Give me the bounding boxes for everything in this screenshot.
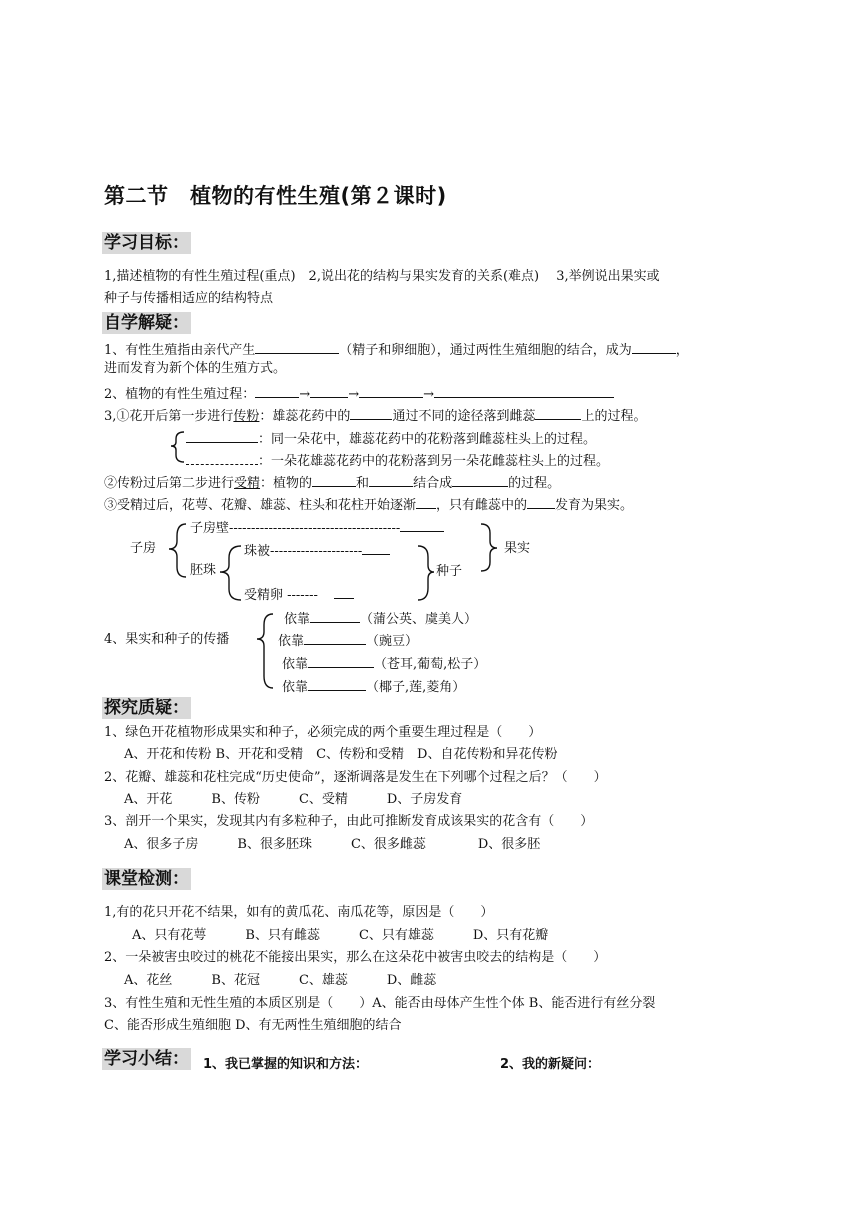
section-heading-explore: 探究质疑： [104, 698, 189, 718]
check-q3: 3、有性生殖和无性生殖的本质区别是（ ）A、能否由母体产生性个体 B、能否进行有丝分裂 [104, 996, 656, 1011]
brace-seed-right [418, 546, 434, 600]
brace-ovule [220, 546, 241, 600]
text: 依靠 [278, 634, 305, 649]
summary-item-1: 1、我已掌握的知识和方法： [203, 1057, 369, 1072]
section-heading-check: 课堂检测： [104, 869, 189, 889]
text: 依靠 [282, 657, 309, 672]
brace-pollination [171, 432, 184, 462]
explore-q1-options: A、开花和传粉 B、开花和受精 C、传粉和受精 D、自花传粉和异花传粉 [124, 747, 558, 762]
text: 3,①花开后第一步进行 [104, 409, 234, 424]
text: （椰子,莲,菱角） [366, 680, 466, 695]
text: ：雄蕊花药中的 [259, 409, 351, 424]
text: 珠被--------------------- [244, 544, 363, 559]
label-zifang: 子房 [130, 541, 157, 556]
text: ：同一朵花中，雄蕊花药中的花粉落到雌蕊柱头上的过程。 [258, 432, 597, 447]
underlined-term: 受精 [234, 476, 261, 491]
self-q1-line-2: 进而发育为新个体的生殖方式。 [104, 361, 287, 376]
label-dispersal: 4、果实和种子的传播 [104, 632, 230, 647]
check-q2-options: A、花丝 B、花冠 C、雄蕊 D、雌蕊 [124, 973, 437, 988]
text: 结合成 [413, 476, 453, 491]
goals-line-1: 1,描述植物的有性生殖过程(重点) 2,说出花的结构与果实发育的关系(难点) 3,举例说出果实或 [104, 269, 660, 284]
text: 受精卵 ------- [244, 588, 318, 603]
text: （蒲公英、虞美人） [360, 612, 478, 627]
explore-q3: 3、剖开一个果实，发现其内有多粒种子，由此可推断发育成该果实的花含有（ ） [104, 814, 594, 829]
summary-item-2: 2、我的新疑问： [500, 1057, 601, 1072]
text: ③受精过后，花萼、花瓣、雄蕊、柱头和花柱开始逐渐 [104, 498, 417, 513]
text: 依靠 [284, 612, 311, 627]
text: 上的过程。 [581, 409, 647, 424]
text: 的过程。 [508, 476, 561, 491]
arrow-icon: → [423, 387, 434, 402]
check-q3-line-2: C、能否形成生殖细胞 D、有无两性生殖细胞的结合 [104, 1018, 402, 1033]
text: ， [675, 343, 689, 358]
check-q2: 2、一朵被害虫咬过的桃花不能接出果实，那么在这朵花中被害虫咬去的结构是（ ） [104, 950, 607, 965]
label-zhongzi: 种子 [436, 564, 463, 579]
section-heading-goals: 学习目标： [104, 233, 189, 253]
explore-q2-options: A、开花 B、传粉 C、受精 D、子房发育 [124, 792, 463, 807]
text: 子房壁--------------------------------------- [190, 521, 401, 536]
brace-fruit-right [481, 524, 497, 571]
text: 和 [356, 476, 370, 491]
check-q1: 1,有的花只开花不结果，如有的黄瓜花、南瓜花等，原因是（ ） [104, 905, 494, 920]
brace-ovary [169, 524, 186, 577]
check-q1-options: A、只有花萼 B、只有雌蕊 C、只有雄蕊 D、只有花瓣 [132, 928, 549, 943]
arrow-icon: → [348, 387, 360, 402]
label-peizhu: 胚珠 [190, 563, 217, 578]
text: （苍耳,葡萄,松子） [374, 657, 487, 672]
text: 2、植物的有性生殖过程： [104, 387, 256, 402]
text: （精子和卵细胞），通过两性生殖细胞的结合，成为 [339, 343, 632, 358]
explore-q1: 1、绿色开花植物形成果实和种子，必须完成的两个重要生理过程是（ ） [104, 725, 542, 740]
section-heading-summary: 学习小结： [104, 1049, 189, 1069]
text: 通过不同的途径落到雌蕊 [392, 409, 536, 424]
page-title: 第二节 植物的有性生殖(第２课时) [104, 184, 447, 208]
text: ，只有雌蕊中的 [436, 498, 528, 513]
text: ②传粉过后第二步进行 [104, 476, 235, 491]
label-guoshi: 果实 [504, 541, 531, 556]
text: ：一朵花雄蕊花药中的花粉落到另一朵花雌蕊柱头上的过程。 [258, 454, 610, 469]
brace-dispersal [257, 614, 273, 688]
goals-line-2: 种子与传播相适应的结构特点 [104, 291, 274, 306]
explore-q2: 2、花瓣、雄蕊和花柱完成“历史使命”，逐渐调落是发生在下列哪个过程之后？（ ） [104, 770, 607, 785]
section-heading-self-study: 自学解疑： [104, 313, 189, 333]
explore-q3-options: A、很多子房 B、很多胚珠 C、很多雌蕊 D、很多胚 [124, 837, 541, 852]
text: 发育为果实。 [555, 498, 634, 513]
text: ：植物的 [260, 476, 313, 491]
arrow-icon: → [299, 387, 311, 402]
text: （豌豆） [366, 634, 419, 649]
underlined-term: 传粉 [233, 409, 260, 424]
text: 依靠 [282, 680, 309, 695]
text: 1、有性生殖指由亲代产生 [104, 343, 256, 358]
